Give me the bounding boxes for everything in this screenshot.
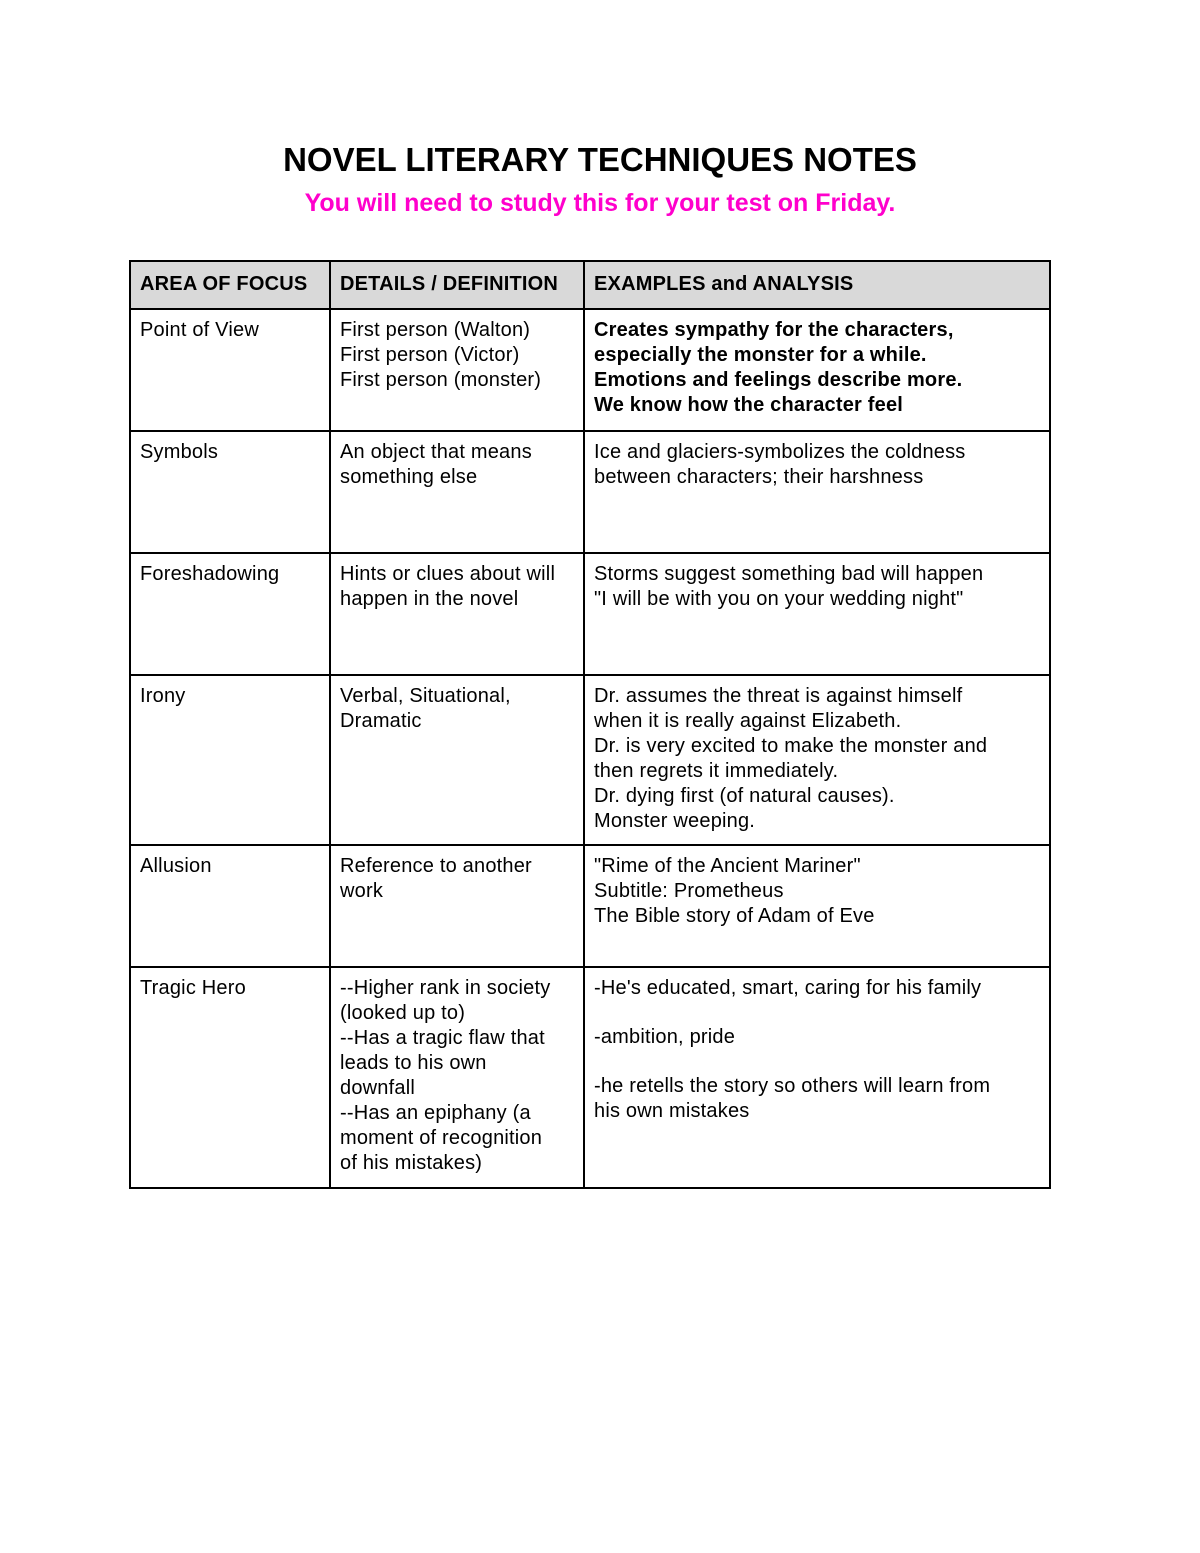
examples-line: Creates sympathy for the characters,: [594, 319, 954, 341]
details-line: --Has an epiphany (a: [340, 1102, 531, 1124]
details-line: of his mistakes): [340, 1152, 483, 1174]
examples-line: Dr. assumes the threat is against himself: [594, 685, 963, 707]
details-line: --Higher rank in society: [340, 977, 551, 999]
examples-line: then regrets it immediately.: [594, 760, 839, 782]
details-line: Hints or clues about will: [340, 563, 556, 585]
details-line: Dramatic: [340, 710, 422, 732]
examples-line: The Bible story of Adam of Eve: [594, 905, 875, 927]
table-row: [130, 309, 1050, 431]
details-cell: [330, 967, 584, 1188]
details-line: leads to his own: [340, 1052, 487, 1074]
area-text: Tragic Hero: [140, 977, 246, 999]
details-cell: [330, 431, 584, 553]
details-cell: [330, 309, 584, 431]
column-header-examples: EXAMPLES and ANALYSIS: [584, 261, 1050, 309]
area-cell: [130, 431, 330, 553]
area-cell: [130, 967, 330, 1188]
details-line: something else: [340, 466, 478, 488]
examples-line: "I will be with you on your wedding night": [594, 588, 964, 610]
details-line: --Has a tragic flaw that: [340, 1027, 545, 1049]
table-row: [130, 553, 1050, 675]
area-cell: [130, 309, 330, 431]
examples-line: especially the monster for a while.: [594, 344, 927, 366]
details-line: Verbal, Situational,: [340, 685, 511, 707]
examples-line: his own mistakes: [594, 1100, 750, 1122]
table-row: [130, 845, 1050, 967]
examples-cell: [584, 967, 1050, 1188]
details-line: downfall: [340, 1077, 415, 1099]
examples-line: Subtitle: Prometheus: [594, 880, 784, 902]
area-text: Point of View: [140, 319, 259, 341]
table-header-row: [130, 261, 1050, 309]
details-line: work: [340, 880, 384, 902]
details-line: happen in the novel: [340, 588, 519, 610]
details-line: An object that means: [340, 441, 532, 463]
column-header-details: DETAILS / DEFINITION: [330, 261, 584, 309]
area-text: Foreshadowing: [140, 563, 280, 585]
column-header-area: AREA OF FOCUS: [130, 261, 330, 309]
details-cell: [330, 553, 584, 675]
page-subtitle: You will need to study this for your test on Friday.: [304, 189, 896, 217]
examples-line: Ice and glaciers-symbolizes the coldness: [594, 441, 966, 463]
area-cell: [130, 675, 330, 845]
examples-cell: [584, 431, 1050, 553]
details-line: First person (Walton): [340, 319, 531, 341]
details-line: (looked up to): [340, 1002, 466, 1024]
examples-line: between characters; their harshness: [594, 466, 924, 488]
page-title: NOVEL LITERARY TECHNIQUES NOTES: [283, 141, 917, 178]
examples-line: We know how the character feel: [594, 394, 904, 416]
area-text: Irony: [140, 685, 186, 707]
examples-line: Dr. dying first (of natural causes).: [594, 785, 895, 807]
details-line: moment of recognition: [340, 1127, 543, 1149]
examples-cell: [584, 553, 1050, 675]
examples-line: Dr. is very excited to make the monster and: [594, 735, 988, 757]
examples-line: -he retells the story so others will learn from: [594, 1075, 991, 1097]
examples-line: Monster weeping.: [594, 810, 756, 832]
examples-line: Storms suggest something bad will happen: [594, 563, 984, 585]
details-cell: [330, 845, 584, 967]
examples-line: -He's educated, smart, caring for his family: [594, 977, 982, 999]
details-line: First person (monster): [340, 369, 542, 391]
details-line: Reference to another: [340, 855, 532, 877]
examples-line: Emotions and feelings describe more.: [594, 369, 963, 391]
examples-line: -ambition, pride: [594, 1026, 736, 1048]
table-row: [130, 967, 1050, 1188]
area-text: Allusion: [140, 855, 212, 877]
examples-cell: [584, 309, 1050, 431]
table-row: [130, 675, 1050, 845]
details-cell: [330, 675, 584, 845]
paragraph-gap: [594, 1050, 1040, 1074]
details-line: First person (Victor): [340, 344, 520, 366]
area-text: Symbols: [140, 441, 219, 463]
examples-cell: [584, 845, 1050, 967]
examples-cell: [584, 675, 1050, 845]
area-cell: [130, 845, 330, 967]
examples-line: when it is really against Elizabeth.: [594, 710, 902, 732]
examples-line: "Rime of the Ancient Mariner": [594, 855, 861, 877]
area-cell: [130, 553, 330, 675]
paragraph-gap: [594, 1001, 1040, 1025]
table-row: [130, 431, 1050, 553]
techniques-table: [129, 260, 1051, 1189]
